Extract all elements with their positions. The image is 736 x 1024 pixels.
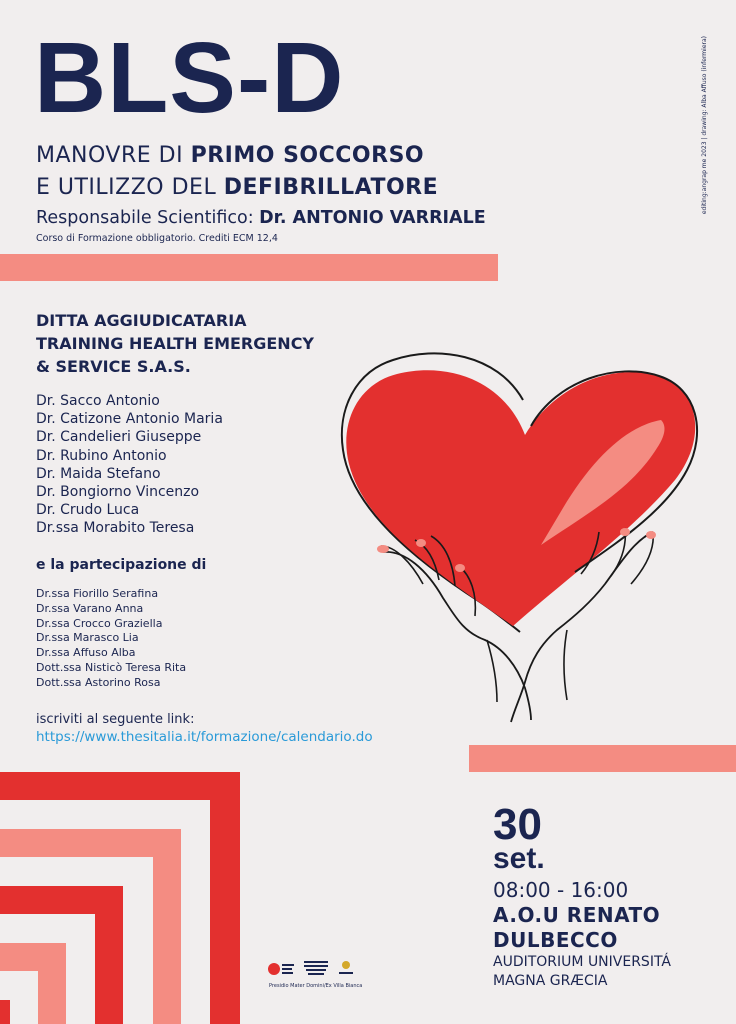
list-item: Dr. Rubino Antonio	[36, 447, 167, 464]
top-accent-bar	[0, 254, 498, 281]
venue-line: A.O.U RENATO	[493, 903, 661, 927]
contractor-line: & SERVICE S.A.S.	[36, 357, 191, 376]
region-logo-text	[282, 968, 292, 970]
contractor-block	[36, 309, 314, 378]
list-item: Dr. Candelieri Giuseppe	[36, 429, 202, 446]
place-line: MAGNA GRÆCIA	[493, 973, 608, 989]
event-place	[493, 953, 671, 991]
calabria-logo	[342, 961, 350, 969]
hospital-logo-text	[306, 969, 326, 971]
list-item: Dr.ssa Marasco Lia	[36, 631, 139, 645]
place-line: AUDITORIUM UNIVERSITÁ	[493, 954, 671, 970]
list-item: Dr.ssa Morabito Teresa	[36, 520, 195, 537]
institution-logos	[266, 955, 366, 985]
list-item: Dr. Maida Stefano	[36, 465, 161, 482]
participation-label: e la partecipazione di	[36, 557, 207, 573]
right-nail	[620, 528, 630, 536]
doctors-list	[36, 392, 223, 538]
list-item: Dr.ssa Fiorillo Serafina	[36, 587, 159, 600]
event-month: set.	[493, 842, 545, 875]
list-item: Dr. Sacco Antonio	[36, 393, 160, 409]
participants-list	[36, 587, 186, 691]
contractor-line: DITTA AGGIUDICATARIA	[36, 311, 247, 330]
subtitle-line-1: MANOVRE DI PRIMO SOCCORSO	[36, 143, 425, 168]
presidio-caption: Presidio Mater Domini/Ex Villa Bianca	[269, 983, 363, 989]
left-nail	[416, 539, 426, 547]
left-arm	[487, 640, 497, 702]
registration-text: iscriviti al seguente link:	[36, 712, 195, 727]
event-time: 08:00 - 16:00	[493, 878, 629, 902]
list-item: Dr.ssa Varano Anna	[36, 601, 144, 615]
list-item: Dr. Crudo Luca	[36, 502, 140, 519]
right-accent-bar	[469, 745, 736, 772]
scientific-responsible: Responsabile Scientifico: Dr. ANTONIO VARRIALE	[36, 208, 486, 228]
stripe	[153, 829, 181, 1024]
stripe	[210, 772, 240, 1024]
hospital-logo-text	[304, 961, 328, 963]
event-day: 30	[493, 800, 542, 849]
stripe	[0, 772, 240, 800]
stripe	[0, 1000, 10, 1024]
list-item: Dott.ssa Astorino Rosa	[36, 675, 161, 689]
stripe	[95, 886, 123, 1024]
list-item: Dr. Bongiorno Vincenzo	[36, 484, 200, 501]
left-nail	[377, 545, 389, 553]
heart-shape	[346, 370, 695, 626]
heart-hands-illustration	[335, 340, 705, 740]
hospital-logo-text	[308, 973, 324, 975]
event-venue	[493, 903, 660, 953]
registration-link[interactable]: https://www.thesitalia.it/formazione/calendario.do	[36, 729, 373, 745]
contractor-line: TRAINING HEALTH EMERGENCY	[36, 334, 315, 353]
subtitle-line-2: E UTILIZZO DEL DEFIBRILLATORE	[36, 175, 439, 200]
region-logo-text	[282, 964, 294, 966]
page-title: BLS-D	[34, 22, 345, 134]
hospital-logo-text	[304, 965, 328, 967]
right-nail	[646, 531, 656, 539]
right-arm	[564, 630, 567, 700]
region-logo	[268, 963, 280, 975]
left-nail	[455, 564, 465, 572]
decorative-stripes	[0, 772, 240, 1024]
stripe	[38, 943, 66, 1024]
list-item: Dr.ssa Crocco Graziella	[36, 616, 163, 630]
list-item: Dr. Catizone Antonio Maria	[36, 411, 223, 428]
vertical-credit: editing:angrap me 2023 | drawing: Alba Affuso (infermiera)	[701, 36, 708, 215]
calabria-logo-text	[339, 972, 353, 974]
region-logo-text	[282, 972, 293, 974]
list-item: Dott.ssa Nisticò Teresa Rita	[36, 660, 187, 674]
venue-line: DULBECCO	[493, 928, 618, 952]
course-note: Corso di Formazione obbligatorio. Crediti ECM 12,4	[36, 233, 278, 244]
list-item: Dr.ssa Affuso Alba	[36, 646, 136, 660]
